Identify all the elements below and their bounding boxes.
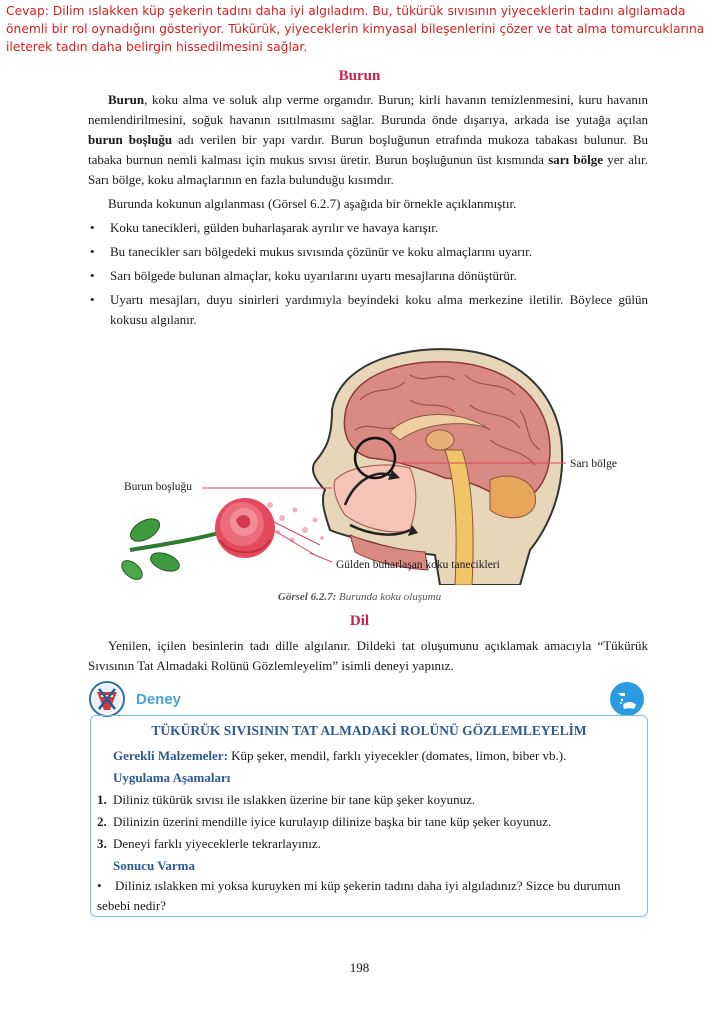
experiment-box bbox=[90, 715, 648, 917]
result-text bbox=[97, 876, 637, 916]
answer-text: Cevap: Dilim ıslakken küp şekerin tadını daha iyi algıladım. Bu, tükürük sıvısının yiyeceklerin tadını algılamada önemli bir rol oynadığını gösteriyor. Tükürük, yiyeceklerin kimyasal bileşenlerini çözer ve tat alma tomurcuklarına ileterek tadın daha belirgin hissedilmesini sağlar. bbox=[6, 4, 705, 54]
burun-paragraph-1 bbox=[88, 90, 648, 190]
text-fragment: , koku alma ve soluk alıp verme organıdır. Burun; kirli havanın temizlenmesini, kuru havanın nemlendirilmesini, soğuk havanın ısıtılmasını sağlar. Burunda önde dışarıya, arkada ise yutağa açılan bbox=[88, 92, 648, 127]
list-item: • Uyartı mesajları, duyu sinirleri yardımıyla beyindeki koku alma merkezine iletilir. Böylece gülün kokusu algılanır. bbox=[88, 290, 648, 330]
text-fragment: yer alır. Sarı bölge, koku almaçlarının en fazla bulunduğu kısımdır. bbox=[88, 152, 648, 187]
step-text: Deneyi farklı yiyeceklerle tekrarlayınız. bbox=[113, 836, 321, 851]
bullet-dot: • bbox=[97, 878, 102, 893]
text-fragment: adı verilen bir yapı vardır. Burun boşluğunun etrafında mukoza tabakası bulunur. Bu tabaka burnun nemli kalması için mukus sıvısı üretir. Burun boşluğunun üst kısmında bbox=[88, 132, 648, 167]
term-burun-boslugu: burun boşluğu bbox=[88, 132, 173, 147]
rose-leaf bbox=[127, 514, 164, 546]
rose-leaf bbox=[118, 557, 145, 583]
burun-paragraph-2: Burunda kokunun algılanması (Görsel 6.2.7) aşağıda bir örnekle açıklanmıştır. bbox=[108, 196, 517, 211]
experiment-label: Deney bbox=[136, 691, 182, 708]
section-title-dil: Dil bbox=[349, 613, 370, 629]
materials-heading: Gerekli Malzemeler: bbox=[113, 748, 228, 763]
figure-caption bbox=[0, 591, 719, 603]
step-number: 3. bbox=[97, 836, 107, 851]
list-item: • Sarı bölgede bulunan almaçlar, koku uyarılarını uyartı mesajlarına dönüştürür. bbox=[88, 266, 648, 286]
materials-line bbox=[113, 746, 633, 766]
caption-text: Burunda koku oluşumu bbox=[336, 591, 442, 603]
bullet-list bbox=[88, 218, 648, 334]
rose-bloom bbox=[215, 498, 275, 558]
list-item: • Koku tanecikleri, gülden buharlaşarak ayrılır ve havaya karışır. bbox=[88, 218, 648, 238]
page-number: 198 bbox=[349, 960, 370, 975]
nose-smell-illustration bbox=[110, 340, 610, 585]
step-text: Diliniz tükürük sıvısı ile ıslakken üzerine bir tane küp şeker koyunuz. bbox=[113, 792, 476, 807]
label-particles: Gülden buharlaşan koku tanecikleri bbox=[336, 559, 500, 571]
steps-heading: Uygulama Aşamaları bbox=[113, 770, 231, 785]
list-item: • Bu tanecikler sarı bölgedeki mukus sıvısında çözünür ve koku almaçlarını uyarır. bbox=[88, 242, 648, 262]
term-sari-bolge: sarı bölge bbox=[548, 152, 603, 167]
hand-washing-icon bbox=[609, 681, 645, 717]
term-burun: Burun bbox=[108, 92, 145, 107]
label-yellow-region: Sarı bölge bbox=[570, 458, 617, 470]
step-text: Dilinizin üzerini mendille iyice kurulayıp dilinize başka bir tane küp şeker koyunuz. bbox=[113, 814, 552, 829]
step-2 bbox=[97, 812, 617, 832]
step-3 bbox=[97, 834, 617, 854]
result-heading: Sonucu Varma bbox=[113, 858, 195, 873]
result-question: Diliniz ıslakken mi yoksa kuruyken mi küp şekerin tadını daha iyi algıladınız? Sizce bu durumun sebebi nedir? bbox=[97, 878, 621, 913]
caption-label: Görsel 6.2.7: bbox=[277, 591, 337, 603]
experiment-title: TÜKÜRÜK SIVISININ TAT ALMADAKİ ROLÜNÜ GÖZLEMLEYELİM bbox=[151, 723, 587, 738]
step-1 bbox=[97, 790, 617, 810]
materials-text: Küp şeker, mendil, farklı yiyecekler (domates, limon, biber vb.). bbox=[227, 748, 567, 763]
experiment-icon bbox=[88, 680, 126, 718]
section-title-burun: Burun bbox=[338, 68, 381, 84]
label-nasal-cavity: Burun boşluğu bbox=[124, 481, 193, 493]
step-number: 1. bbox=[97, 792, 107, 807]
rose-leaf bbox=[148, 549, 182, 574]
dil-paragraph: Yenilen, içilen besinlerin tadı dille algılanır. Dildeki tat oluşumunu açıklamak amacıyla “Tükürük Sıvısının Tat Almadaki Rolünü Gözlemleyelim” isimli deneyi yapınız. bbox=[88, 638, 648, 673]
step-number: 2. bbox=[97, 814, 107, 829]
